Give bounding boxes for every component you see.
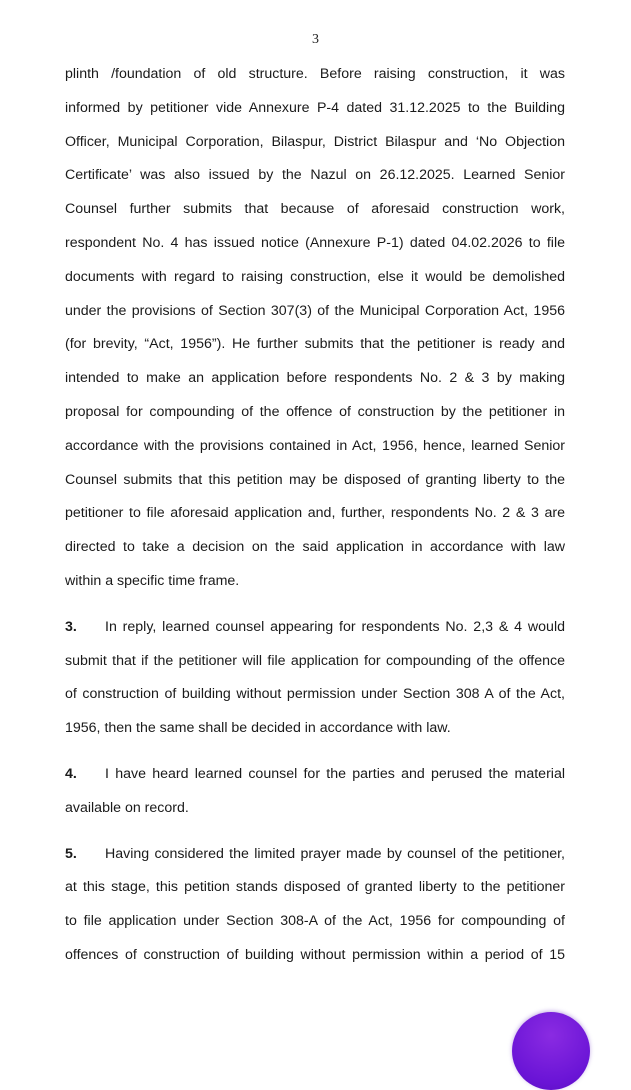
text-line: under the provisions of Section 307(3) of the Municipal Corporation Act, 1956 bbox=[65, 302, 565, 319]
text-line: Counsel submits that this petition may be disposed of granting liberty to the bbox=[65, 471, 565, 488]
text-line: Officer, Municipal Corporation, Bilaspur, District Bilaspur and ‘No Objection bbox=[65, 133, 565, 150]
text-line: at this stage, this petition stands disposed of granted liberty to the petitioner bbox=[65, 879, 565, 896]
text-line: submit that if the petitioner will file application for compounding of the offence bbox=[65, 652, 565, 669]
text-line: accordance with the provisions contained in Act, 1956, hence, learned Senior bbox=[65, 437, 565, 454]
text-line: Certificate’ was also issued by the Nazul on 26.12.2025. Learned Senior bbox=[65, 167, 565, 184]
paragraph-3 bbox=[65, 614, 565, 749]
text-line: informed by petitioner vide Annexure P-4 dated 31.12.2025 to the Building bbox=[65, 99, 565, 116]
text-line: intended to make an application before respondents No. 2 & 3 by making bbox=[65, 370, 565, 387]
paragraph-number: 3. bbox=[65, 618, 77, 635]
text-line: In reply, learned counsel appearing for respondents No. 2,3 & 4 would bbox=[105, 618, 565, 635]
text-line: directed to take a decision on the said application in accordance with law bbox=[65, 539, 565, 556]
text-line: of construction of building without permission under Section 308 A of the Act, bbox=[65, 686, 565, 703]
paragraph-number: 5. bbox=[65, 845, 77, 862]
text-line: documents with regard to raising construction, else it would be demolished bbox=[65, 268, 565, 285]
text-line: (for brevity, “Act, 1956”). He further submits that the petitioner is ready and bbox=[65, 336, 565, 353]
text-line: petitioner to file aforesaid application and, further, respondents No. 2 & 3 are bbox=[65, 505, 565, 522]
text-line: Having considered the limited prayer made by counsel of the petitioner, bbox=[105, 845, 565, 862]
text-line: within a specific time frame. bbox=[65, 572, 240, 589]
paragraph-5 bbox=[65, 841, 565, 976]
text-line: 1956, then the same shall be decided in accordance with law. bbox=[65, 720, 451, 737]
text-line: available on record. bbox=[65, 799, 189, 816]
document-body bbox=[65, 61, 565, 976]
paragraph-4 bbox=[65, 761, 565, 829]
paragraph-continuation bbox=[65, 61, 565, 602]
page-number: 3 bbox=[312, 32, 319, 47]
text-line: Counsel further submits that because of aforesaid construction work, bbox=[65, 201, 565, 218]
text-line: plinth /foundation of old structure. Before raising construction, it was bbox=[65, 66, 565, 82]
text-line: respondent No. 4 has issued notice (Annexure P-1) dated 04.02.2026 to file bbox=[65, 234, 565, 251]
text-line: offences of construction of building without permission within a period of 15 bbox=[65, 946, 565, 963]
text-line: proposal for compounding of the offence of construction by the petitioner in bbox=[65, 403, 565, 420]
text-line: I have heard learned counsel for the parties and perused the material bbox=[105, 765, 565, 782]
paragraph-number: 4. bbox=[65, 765, 77, 782]
text-line: to file application under Section 308-A of the Act, 1956 for compounding of bbox=[65, 913, 565, 930]
